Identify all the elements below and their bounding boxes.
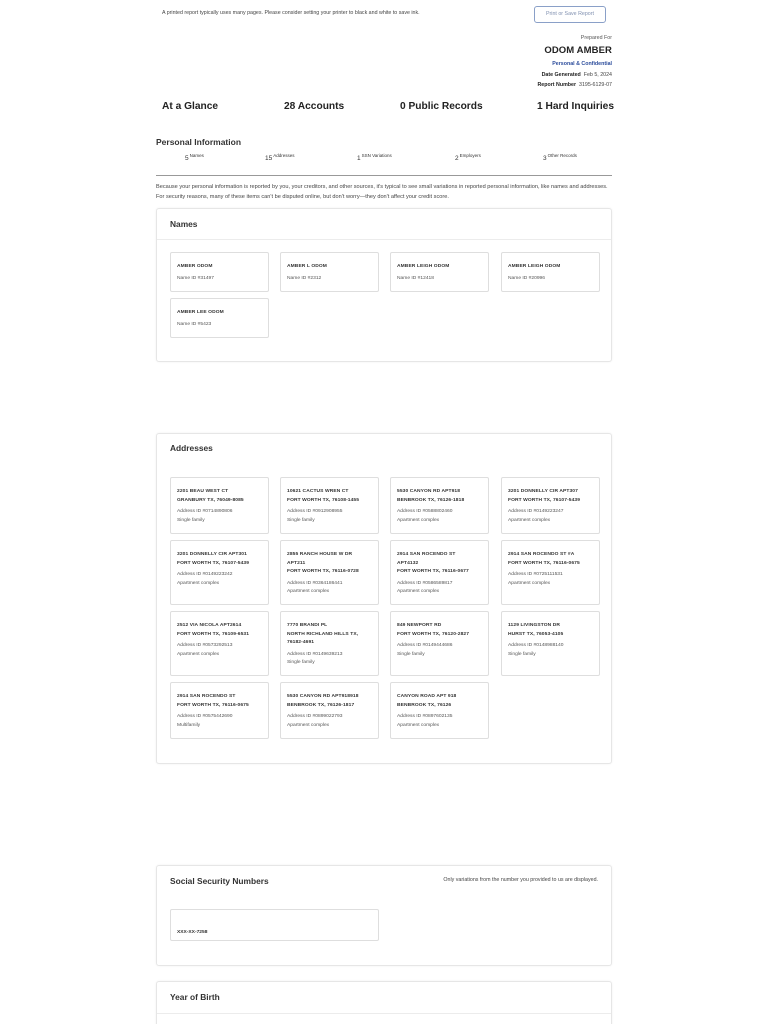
personal-information-title: Personal Information bbox=[156, 137, 242, 147]
address-line: FORT WORTH TX, 76116-0677 bbox=[397, 569, 469, 574]
address-tile bbox=[501, 477, 600, 534]
address-line: GRANBURY TX, 76049-8085 bbox=[177, 497, 244, 503]
address-line: 10621 CACTUS WREN CT bbox=[287, 489, 349, 494]
address-id: Address ID #0897602135 bbox=[397, 714, 453, 719]
report-number-row bbox=[537, 82, 612, 89]
address-type: Single family bbox=[177, 517, 205, 523]
address-id: Address ID #0149223242 bbox=[177, 572, 233, 577]
addresses-card-title: Addresses bbox=[170, 443, 213, 453]
public-records-summary[interactable]: 0 Public Records bbox=[400, 101, 483, 112]
address-line: BENBROOK TX, 76126-1817 bbox=[287, 702, 355, 708]
address-line: FORT WORTH TX, 76107-5439 bbox=[177, 560, 250, 566]
address-type: Apartment complex bbox=[397, 722, 440, 728]
address-line: 3201 DONNELLY CIR APT301 bbox=[177, 552, 247, 557]
address-line: APT4132 bbox=[397, 560, 419, 566]
ssn-value: XXX-XX-7258 bbox=[177, 930, 208, 935]
name-id: Name ID #2312 bbox=[287, 275, 322, 281]
ssn-card-title: Social Security Numbers bbox=[170, 876, 269, 886]
name-value: AMBER LEIGH ODOM bbox=[508, 264, 561, 269]
address-type: Single family bbox=[287, 517, 315, 523]
address-type: Apartment complex bbox=[508, 517, 551, 523]
address-tile bbox=[170, 682, 269, 739]
address-line: 849 NEWPORT RD bbox=[397, 623, 442, 628]
name-id: Name ID #5423 bbox=[177, 321, 212, 327]
prepared-for-block bbox=[537, 35, 612, 88]
address-tile bbox=[390, 611, 489, 676]
year-of-birth-title: Year of Birth bbox=[170, 992, 220, 1002]
addresses-count[interactable]: $15^{Addresses}$ bbox=[265, 153, 295, 162]
address-tile bbox=[501, 540, 600, 605]
address-line: FORT WORTH TX, 76107-5439 bbox=[508, 497, 581, 503]
address-type: Apartment complex bbox=[287, 589, 330, 594]
address-id: Address ID #0899022793 bbox=[287, 714, 343, 719]
print-or-save-button[interactable]: Print or Save Report bbox=[534, 6, 606, 23]
address-line: BENBROOK TX, 76126 bbox=[397, 702, 452, 708]
address-line: 2914 SAN ROCENDO ST bbox=[397, 552, 456, 557]
personal-info-counts bbox=[156, 153, 612, 165]
personal-info-description: Because your personal information is reported by you, your creditors, and other sources, it's typical to see small variations in reported personal information, like names and addresses. For security reasons, many of these items can't be disputed online, but don't worry—they don't affect your credit score. bbox=[156, 184, 608, 200]
address-line: APT211 bbox=[287, 560, 306, 566]
address-line: 76182-4691 bbox=[287, 640, 315, 645]
name-id: Name ID #12418 bbox=[397, 275, 434, 281]
address-line: HURST TX, 76053-4105 bbox=[508, 631, 564, 637]
name-tile bbox=[280, 252, 379, 292]
addresses-card bbox=[156, 433, 612, 764]
address-type: Multifamily bbox=[177, 722, 201, 728]
address-type: Apartment complex bbox=[287, 722, 330, 728]
address-tile bbox=[280, 682, 379, 739]
address-tile bbox=[280, 611, 379, 676]
address-line: BENBROOK TX, 76126-1818 bbox=[397, 497, 465, 503]
report-number-label: Report Number bbox=[537, 81, 577, 88]
employers-count[interactable]: $2^{Employers}$ bbox=[455, 153, 481, 162]
address-id: Address ID #0575442690 bbox=[177, 714, 233, 719]
address-id: Address ID #0149444686 bbox=[397, 643, 453, 648]
address-tile bbox=[390, 682, 489, 739]
year-of-birth-card bbox=[156, 981, 612, 1024]
date-generated-row bbox=[537, 72, 612, 79]
address-type: Apartment complex bbox=[397, 589, 440, 594]
address-line: 2914 SAN ROCENDO ST bbox=[177, 694, 236, 699]
address-id: Address ID #0586589817 bbox=[397, 580, 453, 586]
other-records-count[interactable]: $3^{Other Records}$ bbox=[543, 153, 577, 162]
report-number-value: 3195-6129-07 bbox=[579, 81, 612, 88]
address-line: FORT WORTH TX, 76108-1455 bbox=[287, 497, 360, 503]
address-line: 5530 CANYON RD APT918 bbox=[397, 489, 461, 494]
address-id: Address ID #0149639213 bbox=[287, 651, 343, 657]
address-id: Address ID #0912908955 bbox=[287, 509, 343, 514]
address-line: FORT WORTH TX, 76116-0728 bbox=[287, 569, 359, 574]
names-card bbox=[156, 208, 612, 362]
name-id: Name ID #31497 bbox=[177, 275, 214, 281]
address-line: FORT WORTH TX, 76109-6531 bbox=[177, 631, 250, 637]
at-a-glance-row bbox=[162, 101, 612, 115]
ssn-card bbox=[156, 865, 612, 966]
print-note: A printed report typically uses many pages. Please consider setting your printer to black and white to save ink. bbox=[162, 10, 420, 16]
name-tile bbox=[170, 252, 269, 292]
address-line: 2201 BEAU WEST CT bbox=[177, 489, 229, 494]
name-id: Name ID #20996 bbox=[508, 275, 545, 281]
name-tile bbox=[501, 252, 600, 292]
consumer-name: ODOM AMBER bbox=[544, 45, 612, 56]
date-generated-value: Feb 5, 2024 bbox=[583, 72, 612, 78]
address-line: 1129 LIVINGSTON DR bbox=[508, 623, 560, 628]
confidential-label: Personal & Confidential bbox=[552, 61, 612, 67]
address-type: Apartment complex bbox=[397, 517, 440, 523]
at-a-glance-title: At a Glance bbox=[162, 101, 219, 112]
address-line: FORT WORTH TX, 76116-0675 bbox=[508, 560, 580, 566]
address-type: Single family bbox=[508, 651, 536, 657]
names-count[interactable]: $5^{Names}$ bbox=[185, 153, 204, 162]
name-value: AMBER ODOM bbox=[177, 264, 213, 269]
name-tile bbox=[170, 298, 269, 338]
address-tile bbox=[280, 477, 379, 534]
address-line: CANYON ROAD APT 918 bbox=[397, 694, 457, 699]
address-id: Address ID #0364186441 bbox=[287, 580, 343, 586]
card-divider bbox=[157, 239, 611, 240]
ssn-variations-count[interactable]: $1^{SSN Variations}$ bbox=[357, 153, 392, 162]
address-line: NORTH RICHLAND HILLS TX, bbox=[287, 631, 359, 637]
hard-inquiries-summary[interactable]: 1 Hard Inquiries bbox=[537, 101, 614, 112]
address-id: Address ID #0725111531 bbox=[508, 572, 563, 577]
address-line: FORT WORTH TX, 76120-2827 bbox=[397, 631, 470, 637]
name-tile bbox=[390, 252, 489, 292]
address-line: 5530 CANYON RD APT918918 bbox=[287, 694, 359, 699]
name-value: AMBER LEIGH ODOM bbox=[397, 264, 450, 269]
card-divider bbox=[157, 1013, 611, 1014]
address-type: Apartment complex bbox=[508, 580, 551, 586]
address-tile bbox=[170, 611, 269, 676]
address-tile bbox=[170, 477, 269, 534]
address-tile bbox=[501, 611, 600, 676]
address-line: FORT WORTH TX, 76116-0675 bbox=[177, 702, 249, 708]
accounts-summary[interactable]: 28 Accounts bbox=[284, 101, 345, 112]
address-tile bbox=[170, 540, 269, 605]
ssn-tile bbox=[170, 909, 379, 941]
address-type: Apartment complex bbox=[177, 651, 220, 657]
address-tile bbox=[280, 540, 379, 605]
name-value: AMBER L ODOM bbox=[287, 264, 327, 269]
address-type: Single family bbox=[397, 651, 425, 657]
address-line: 2914 SAN ROCENDO ST #A bbox=[508, 552, 575, 557]
address-tile bbox=[390, 540, 489, 605]
address-id: Address ID #0714890806 bbox=[177, 509, 233, 514]
address-line: 2855 RANCH HOUSE W DR bbox=[287, 552, 353, 557]
address-line: 3201 DONNELLY CIR APT307 bbox=[508, 489, 578, 494]
address-line: 7770 BRANDI PL bbox=[287, 623, 328, 628]
address-tile bbox=[390, 477, 489, 534]
address-id: Address ID #0149223247 bbox=[508, 509, 564, 514]
names-card-title: Names bbox=[170, 219, 198, 229]
name-value: AMBER LEE ODOM bbox=[177, 310, 224, 315]
address-id: Address ID #0148988140 bbox=[508, 643, 564, 648]
print-notice-bar bbox=[162, 9, 612, 23]
address-line: 2512 VIA NICOLA APT2614 bbox=[177, 623, 242, 628]
ssn-note: Only variations from the number you provided to us are displayed. bbox=[443, 877, 598, 883]
address-id: Address ID #0573292513 bbox=[177, 643, 233, 648]
prepared-for-label: Prepared For bbox=[580, 35, 612, 41]
address-id: Address ID #0588802460 bbox=[397, 509, 453, 514]
section-divider bbox=[156, 175, 612, 176]
address-type: Apartment complex bbox=[177, 580, 220, 586]
date-generated-label: Date Generated bbox=[541, 72, 581, 78]
address-type: Single family bbox=[287, 660, 315, 665]
